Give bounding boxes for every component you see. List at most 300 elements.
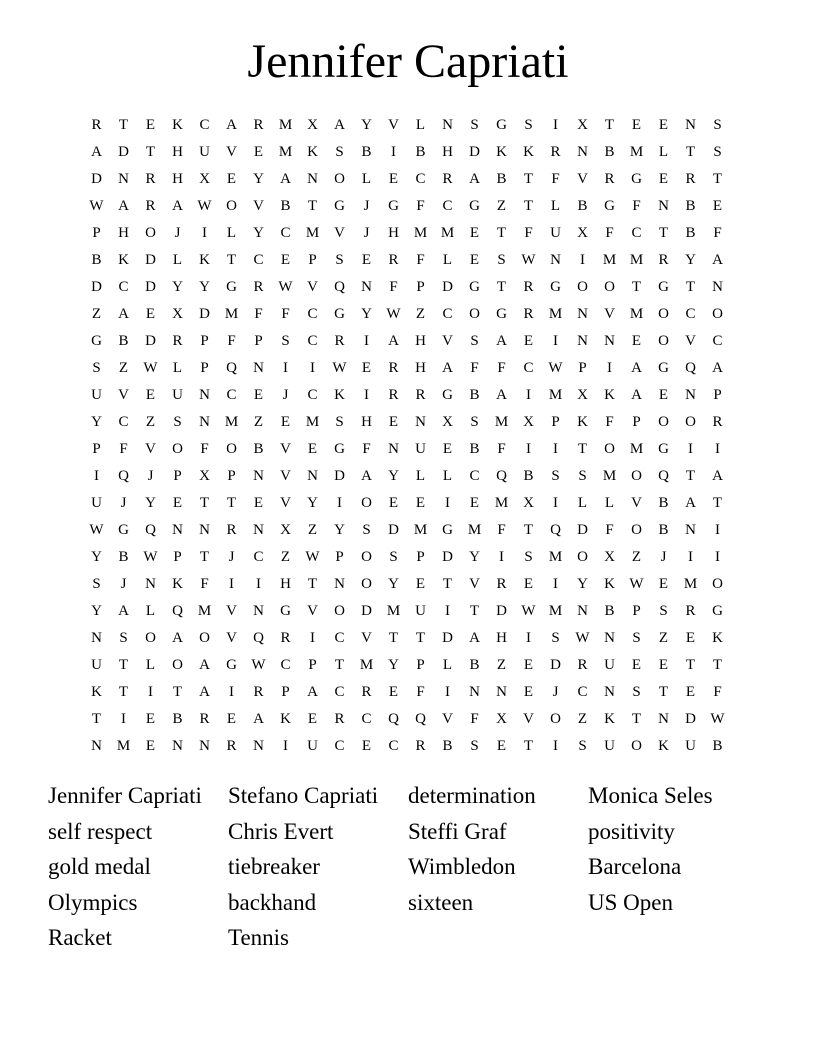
grid-letter[interactable]: E — [280, 414, 291, 430]
grid-letter[interactable]: R — [388, 360, 399, 376]
grid-letter[interactable]: C — [442, 198, 453, 214]
grid-letter[interactable]: F — [497, 360, 506, 376]
grid-letter[interactable]: F — [200, 441, 209, 457]
grid-letter[interactable]: V — [469, 576, 480, 592]
grid-letter[interactable]: F — [605, 522, 614, 538]
grid-letter[interactable]: O — [604, 441, 615, 457]
grid-letter[interactable]: M — [197, 603, 212, 619]
grid-letter[interactable]: U — [172, 387, 183, 403]
grid-letter[interactable]: O — [658, 333, 669, 349]
grid-letter[interactable]: I — [283, 360, 288, 376]
grid-letter[interactable]: F — [119, 441, 128, 457]
grid-letter[interactable]: L — [361, 171, 372, 187]
grid-letter[interactable]: D — [145, 279, 156, 295]
grid-letter[interactable]: T — [604, 117, 615, 133]
grid-letter[interactable]: M — [494, 414, 509, 430]
grid-letter[interactable]: S — [551, 630, 560, 646]
grid-letter[interactable]: B — [361, 144, 372, 160]
grid-letter[interactable]: N — [577, 603, 588, 619]
grid-letter[interactable]: C — [361, 711, 372, 727]
grid-letter[interactable]: U — [604, 657, 615, 673]
grid-letter[interactable]: E — [631, 117, 642, 133]
grid-letter[interactable]: J — [282, 387, 289, 403]
grid-letter[interactable]: X — [442, 414, 453, 430]
grid-letter[interactable]: F — [200, 576, 209, 592]
grid-letter[interactable]: F — [254, 306, 263, 322]
grid-letter[interactable]: G — [442, 387, 453, 403]
grid-letter[interactable]: T — [199, 549, 210, 565]
grid-letter[interactable]: E — [523, 684, 534, 700]
grid-letter[interactable]: P — [416, 657, 425, 673]
grid-letter[interactable]: W — [629, 576, 644, 592]
grid-letter[interactable]: C — [253, 252, 264, 268]
grid-letter[interactable]: B — [172, 711, 183, 727]
grid-letter[interactable]: G — [631, 171, 642, 187]
grid-letter[interactable]: G — [658, 279, 669, 295]
grid-letter[interactable]: O — [631, 522, 642, 538]
grid-letter[interactable]: T — [577, 441, 588, 457]
grid-letter[interactable]: K — [91, 684, 102, 700]
grid-letter[interactable]: N — [253, 360, 264, 376]
grid-letter[interactable]: F — [389, 279, 398, 295]
grid-letter[interactable]: F — [605, 225, 614, 241]
grid-letter[interactable]: W — [89, 198, 104, 214]
grid-letter[interactable]: F — [416, 252, 425, 268]
grid-letter[interactable]: N — [172, 522, 183, 538]
grid-letter[interactable]: K — [658, 738, 669, 754]
grid-letter[interactable]: Y — [577, 576, 588, 592]
grid-letter[interactable]: N — [91, 630, 102, 646]
grid-letter[interactable]: M — [548, 306, 563, 322]
grid-letter[interactable]: E — [496, 738, 507, 754]
grid-letter[interactable]: N — [577, 306, 588, 322]
grid-letter[interactable]: L — [172, 252, 183, 268]
grid-letter[interactable]: N — [550, 252, 561, 268]
grid-letter[interactable]: N — [685, 117, 696, 133]
grid-letter[interactable]: N — [253, 603, 264, 619]
grid-letter[interactable]: B — [118, 333, 129, 349]
grid-letter[interactable]: T — [307, 198, 318, 214]
grid-letter[interactable]: Y — [685, 252, 696, 268]
grid-letter[interactable]: H — [172, 144, 183, 160]
grid-letter[interactable]: E — [469, 495, 480, 511]
grid-letter[interactable]: T — [712, 657, 723, 673]
grid-letter[interactable]: S — [632, 630, 641, 646]
grid-letter[interactable]: Q — [118, 468, 129, 484]
grid-letter[interactable]: J — [228, 549, 235, 565]
grid-letter[interactable]: Y — [253, 225, 264, 241]
grid-letter[interactable]: A — [361, 468, 372, 484]
grid-letter[interactable]: K — [280, 711, 291, 727]
grid-letter[interactable]: S — [497, 252, 506, 268]
grid-letter[interactable]: Q — [388, 711, 399, 727]
grid-letter[interactable]: O — [712, 576, 723, 592]
grid-letter[interactable]: S — [362, 522, 371, 538]
grid-letter[interactable]: I — [256, 576, 261, 592]
grid-letter[interactable]: R — [442, 171, 453, 187]
grid-letter[interactable]: V — [307, 279, 318, 295]
grid-letter[interactable]: K — [334, 387, 345, 403]
grid-letter[interactable]: O — [631, 468, 642, 484]
grid-letter[interactable]: O — [658, 306, 669, 322]
grid-letter[interactable]: Q — [658, 468, 669, 484]
grid-letter[interactable]: D — [442, 549, 453, 565]
grid-letter[interactable]: P — [92, 225, 101, 241]
grid-letter[interactable]: R — [199, 711, 210, 727]
grid-letter[interactable]: K — [496, 144, 507, 160]
grid-letter[interactable]: A — [712, 468, 723, 484]
grid-letter[interactable]: L — [658, 144, 669, 160]
grid-letter[interactable]: C — [631, 225, 642, 241]
grid-letter[interactable]: S — [470, 414, 479, 430]
grid-letter[interactable]: S — [524, 117, 533, 133]
grid-letter[interactable]: R — [334, 333, 345, 349]
grid-letter[interactable]: W — [548, 360, 563, 376]
grid-letter[interactable]: E — [145, 738, 156, 754]
grid-letter[interactable]: E — [388, 684, 399, 700]
grid-letter[interactable]: R — [91, 117, 102, 133]
grid-letter[interactable]: X — [577, 387, 588, 403]
grid-letter[interactable]: O — [577, 279, 588, 295]
grid-letter[interactable]: A — [712, 252, 723, 268]
grid-letter[interactable]: M — [548, 387, 563, 403]
grid-letter[interactable]: T — [226, 252, 237, 268]
grid-letter[interactable]: D — [469, 144, 480, 160]
grid-letter[interactable]: I — [553, 738, 558, 754]
grid-letter[interactable]: M — [629, 441, 644, 457]
grid-letter[interactable]: U — [550, 225, 561, 241]
grid-letter[interactable]: L — [145, 603, 156, 619]
grid-letter[interactable]: S — [335, 144, 344, 160]
grid-letter[interactable]: Y — [361, 117, 372, 133]
grid-letter[interactable]: E — [145, 387, 156, 403]
grid-letter[interactable]: F — [416, 684, 425, 700]
grid-letter[interactable]: J — [174, 225, 181, 241]
grid-letter[interactable]: M — [278, 117, 293, 133]
grid-letter[interactable]: O — [361, 549, 372, 565]
grid-letter[interactable]: K — [307, 144, 318, 160]
grid-letter[interactable]: H — [415, 333, 426, 349]
grid-letter[interactable]: B — [685, 225, 696, 241]
grid-letter[interactable]: D — [334, 468, 345, 484]
grid-letter[interactable]: X — [604, 549, 615, 565]
grid-letter[interactable]: P — [632, 414, 641, 430]
grid-letter[interactable]: W — [710, 711, 725, 727]
grid-letter[interactable]: I — [553, 576, 558, 592]
grid-letter[interactable]: M — [413, 225, 428, 241]
grid-letter[interactable]: M — [548, 603, 563, 619]
grid-letter[interactable]: B — [712, 738, 723, 754]
grid-letter[interactable]: J — [363, 198, 370, 214]
grid-letter[interactable]: Z — [496, 198, 507, 214]
grid-letter[interactable]: A — [91, 144, 102, 160]
grid-letter[interactable]: W — [386, 306, 401, 322]
grid-letter[interactable]: D — [442, 279, 453, 295]
grid-letter[interactable]: N — [91, 738, 102, 754]
grid-letter[interactable]: C — [307, 333, 318, 349]
grid-letter[interactable]: V — [631, 495, 642, 511]
grid-letter[interactable]: L — [577, 495, 588, 511]
grid-letter[interactable]: X — [199, 468, 210, 484]
grid-letter[interactable]: V — [577, 171, 588, 187]
grid-letter[interactable]: O — [226, 198, 237, 214]
grid-letter[interactable]: C — [334, 630, 345, 646]
grid-letter[interactable]: B — [658, 522, 669, 538]
grid-letter[interactable]: R — [604, 171, 615, 187]
grid-letter[interactable]: M — [386, 603, 401, 619]
grid-letter[interactable]: P — [200, 333, 209, 349]
grid-letter[interactable]: A — [469, 630, 480, 646]
grid-letter[interactable]: V — [334, 225, 345, 241]
grid-letter[interactable]: N — [199, 414, 210, 430]
grid-letter[interactable]: B — [280, 198, 291, 214]
grid-letter[interactable]: X — [172, 306, 183, 322]
grid-letter[interactable]: T — [226, 495, 237, 511]
grid-letter[interactable]: S — [713, 144, 722, 160]
grid-letter[interactable]: I — [553, 495, 558, 511]
grid-letter[interactable]: D — [118, 144, 129, 160]
grid-letter[interactable]: Y — [469, 549, 480, 565]
grid-letter[interactable]: P — [308, 252, 317, 268]
grid-letter[interactable]: B — [523, 468, 534, 484]
grid-letter[interactable]: N — [469, 684, 480, 700]
grid-letter[interactable]: W — [575, 630, 590, 646]
grid-letter[interactable]: I — [553, 333, 558, 349]
grid-letter[interactable]: R — [145, 171, 156, 187]
grid-letter[interactable]: J — [147, 468, 154, 484]
grid-letter[interactable]: B — [442, 738, 453, 754]
grid-letter[interactable]: T — [307, 576, 318, 592]
grid-letter[interactable]: G — [658, 441, 669, 457]
grid-letter[interactable]: V — [226, 630, 237, 646]
grid-letter[interactable]: C — [118, 279, 129, 295]
grid-letter[interactable]: W — [89, 522, 104, 538]
grid-letter[interactable]: G — [712, 603, 723, 619]
grid-letter[interactable]: C — [334, 684, 345, 700]
grid-letter[interactable]: A — [712, 360, 723, 376]
grid-letter[interactable]: P — [173, 468, 182, 484]
grid-letter[interactable]: I — [715, 441, 720, 457]
grid-letter[interactable]: N — [199, 387, 210, 403]
grid-letter[interactable]: N — [604, 630, 615, 646]
grid-letter[interactable]: A — [199, 657, 210, 673]
grid-letter[interactable]: O — [550, 711, 561, 727]
grid-letter[interactable]: M — [683, 576, 698, 592]
grid-letter[interactable]: R — [523, 279, 534, 295]
grid-letter[interactable]: I — [526, 630, 531, 646]
grid-letter[interactable]: N — [685, 522, 696, 538]
grid-letter[interactable]: R — [172, 333, 183, 349]
grid-letter[interactable]: E — [658, 171, 669, 187]
grid-letter[interactable]: C — [226, 387, 237, 403]
grid-letter[interactable]: N — [415, 414, 426, 430]
grid-letter[interactable]: B — [469, 387, 480, 403]
grid-letter[interactable]: E — [658, 117, 669, 133]
grid-letter[interactable]: F — [470, 360, 479, 376]
grid-letter[interactable]: U — [307, 738, 318, 754]
grid-letter[interactable]: E — [415, 576, 426, 592]
grid-letter[interactable]: H — [280, 576, 291, 592]
grid-letter[interactable]: H — [118, 225, 129, 241]
grid-letter[interactable]: N — [145, 576, 156, 592]
grid-letter[interactable]: V — [280, 495, 291, 511]
grid-letter[interactable]: E — [469, 252, 480, 268]
grid-letter[interactable]: L — [415, 117, 426, 133]
grid-letter[interactable]: U — [685, 738, 696, 754]
grid-letter[interactable]: T — [388, 630, 399, 646]
grid-letter[interactable]: M — [548, 549, 563, 565]
grid-letter[interactable]: E — [415, 495, 426, 511]
grid-letter[interactable]: I — [391, 144, 396, 160]
grid-letter[interactable]: Q — [496, 468, 507, 484]
grid-letter[interactable]: S — [173, 414, 182, 430]
grid-letter[interactable]: E — [658, 387, 669, 403]
grid-letter[interactable]: G — [280, 603, 291, 619]
grid-letter[interactable]: Y — [361, 306, 372, 322]
grid-letter[interactable]: C — [469, 468, 480, 484]
grid-letter[interactable]: E — [712, 198, 723, 214]
grid-letter[interactable]: W — [521, 252, 536, 268]
grid-letter[interactable]: A — [118, 198, 129, 214]
grid-letter[interactable]: L — [145, 657, 156, 673]
grid-letter[interactable]: T — [685, 468, 696, 484]
grid-letter[interactable]: A — [226, 117, 237, 133]
grid-letter[interactable]: C — [523, 360, 534, 376]
grid-letter[interactable]: H — [388, 225, 399, 241]
grid-letter[interactable]: E — [253, 387, 264, 403]
grid-letter[interactable]: F — [497, 441, 506, 457]
grid-letter[interactable]: A — [172, 630, 183, 646]
grid-letter[interactable]: M — [359, 657, 374, 673]
grid-letter[interactable]: C — [334, 738, 345, 754]
grid-letter[interactable]: O — [145, 630, 156, 646]
grid-letter[interactable]: F — [632, 198, 641, 214]
grid-letter[interactable]: K — [199, 252, 210, 268]
grid-letter[interactable]: B — [469, 441, 480, 457]
grid-letter[interactable]: C — [712, 333, 723, 349]
grid-letter[interactable]: X — [496, 711, 507, 727]
grid-letter[interactable]: O — [334, 171, 345, 187]
grid-letter[interactable]: V — [145, 441, 156, 457]
grid-letter[interactable]: G — [226, 279, 237, 295]
grid-letter[interactable]: N — [604, 333, 615, 349]
grid-letter[interactable]: P — [335, 549, 344, 565]
grid-letter[interactable]: P — [632, 603, 641, 619]
grid-letter[interactable]: N — [307, 171, 318, 187]
grid-letter[interactable]: T — [712, 171, 723, 187]
grid-letter[interactable]: J — [363, 225, 370, 241]
grid-letter[interactable]: G — [658, 360, 669, 376]
grid-letter[interactable]: C — [442, 306, 453, 322]
grid-letter[interactable]: A — [685, 495, 696, 511]
grid-letter[interactable]: E — [361, 738, 372, 754]
grid-letter[interactable]: N — [253, 522, 264, 538]
grid-letter[interactable]: I — [337, 495, 342, 511]
grid-letter[interactable]: E — [442, 441, 453, 457]
grid-letter[interactable]: S — [92, 360, 101, 376]
grid-letter[interactable]: O — [334, 603, 345, 619]
grid-letter[interactable]: S — [335, 252, 344, 268]
grid-letter[interactable]: X — [307, 117, 318, 133]
grid-letter[interactable]: O — [145, 225, 156, 241]
grid-letter[interactable]: S — [524, 549, 533, 565]
grid-letter[interactable]: B — [469, 657, 480, 673]
grid-letter[interactable]: N — [604, 684, 615, 700]
grid-letter[interactable]: T — [145, 144, 156, 160]
grid-letter[interactable]: Z — [307, 522, 318, 538]
grid-letter[interactable]: A — [253, 711, 264, 727]
grid-letter[interactable]: I — [364, 333, 369, 349]
grid-letter[interactable]: Q — [334, 279, 345, 295]
grid-letter[interactable]: V — [280, 441, 291, 457]
grid-letter[interactable]: S — [578, 468, 587, 484]
grid-letter[interactable]: S — [578, 738, 587, 754]
grid-letter[interactable]: E — [469, 225, 480, 241]
grid-letter[interactable]: E — [361, 252, 372, 268]
grid-letter[interactable]: M — [278, 144, 293, 160]
grid-letter[interactable]: S — [659, 603, 668, 619]
grid-letter[interactable]: E — [631, 657, 642, 673]
grid-letter[interactable]: T — [523, 198, 534, 214]
grid-letter[interactable]: I — [121, 711, 126, 727]
grid-letter[interactable]: L — [442, 657, 453, 673]
grid-letter[interactable]: F — [470, 711, 479, 727]
grid-letter[interactable]: E — [388, 171, 399, 187]
grid-letter[interactable]: Y — [334, 522, 345, 538]
grid-letter[interactable]: X — [523, 414, 534, 430]
grid-letter[interactable]: U — [199, 144, 210, 160]
grid-letter[interactable]: X — [523, 495, 534, 511]
grid-letter[interactable]: U — [91, 657, 102, 673]
grid-letter[interactable]: R — [226, 522, 237, 538]
grid-letter[interactable]: X — [199, 171, 210, 187]
grid-letter[interactable]: E — [658, 657, 669, 673]
grid-letter[interactable]: F — [605, 414, 614, 430]
grid-letter[interactable]: B — [577, 198, 588, 214]
grid-letter[interactable]: D — [91, 279, 102, 295]
grid-letter[interactable]: Z — [91, 306, 102, 322]
grid-letter[interactable]: S — [632, 684, 641, 700]
grid-letter[interactable]: P — [200, 360, 209, 376]
grid-letter[interactable]: V — [361, 630, 372, 646]
grid-letter[interactable]: P — [578, 360, 587, 376]
grid-letter[interactable]: R — [253, 117, 264, 133]
grid-letter[interactable]: E — [145, 117, 156, 133]
grid-letter[interactable]: W — [521, 603, 536, 619]
grid-letter[interactable]: A — [307, 684, 318, 700]
grid-letter[interactable]: E — [226, 711, 237, 727]
grid-letter[interactable]: Y — [145, 495, 156, 511]
grid-letter[interactable]: I — [499, 549, 504, 565]
grid-letter[interactable]: E — [145, 711, 156, 727]
grid-letter[interactable]: M — [116, 738, 131, 754]
grid-letter[interactable]: Q — [415, 711, 426, 727]
grid-letter[interactable]: I — [553, 441, 558, 457]
grid-letter[interactable]: G — [388, 198, 399, 214]
grid-letter[interactable]: P — [281, 684, 290, 700]
grid-letter[interactable]: T — [442, 576, 453, 592]
grid-letter[interactable]: P — [173, 549, 182, 565]
grid-letter[interactable]: T — [415, 630, 426, 646]
grid-letter[interactable]: B — [604, 603, 615, 619]
grid-letter[interactable]: Z — [658, 630, 669, 646]
grid-letter[interactable]: P — [308, 657, 317, 673]
grid-letter[interactable]: G — [550, 279, 561, 295]
grid-letter[interactable]: W — [143, 549, 158, 565]
grid-letter[interactable]: I — [688, 441, 693, 457]
grid-letter[interactable]: Y — [172, 279, 183, 295]
grid-letter[interactable]: C — [253, 549, 264, 565]
